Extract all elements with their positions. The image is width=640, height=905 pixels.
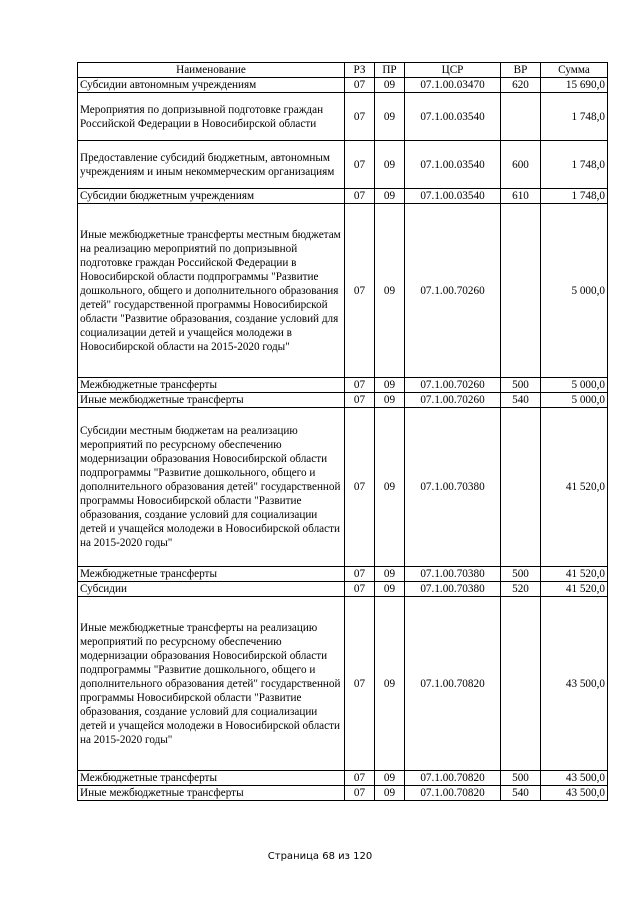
header-rz: РЗ: [345, 63, 375, 78]
cell-vr: [501, 93, 541, 141]
cell-csr: 07.1.00.70820: [405, 771, 501, 786]
cell-pr: 09: [375, 408, 405, 567]
cell-name: Субсидии местным бюджетам на реализацию мероприятий по ресурсному обеспечению модернизации образования Новосибирской области подпрограммы "Развитие дошкольного, общего и дополнительного образования детей" государственной программы Новосибирской области "Развитие образования, создание условий для социализации детей и учащейся молодежи в Новосибирской области на 2015-2020 годы": [78, 408, 345, 567]
table-row: [78, 378, 608, 393]
cell-csr: 07.1.00.70380: [405, 582, 501, 597]
cell-csr: 07.1.00.03540: [405, 189, 501, 204]
cell-csr: 07.1.00.70820: [405, 597, 501, 771]
budget-table: [77, 62, 608, 801]
header-csr: ЦСР: [405, 63, 501, 78]
cell-pr: 09: [375, 93, 405, 141]
cell-sum: 41 520,0: [541, 567, 608, 582]
cell-rz: 07: [345, 141, 375, 189]
cell-name: Предоставление субсидий бюджетным, автономным учреждениям и иным некоммерческим организациям: [78, 141, 345, 189]
header-pr: ПР: [375, 63, 405, 78]
cell-pr: 09: [375, 378, 405, 393]
table-row: [78, 189, 608, 204]
cell-csr: 07.1.00.03540: [405, 141, 501, 189]
cell-vr: 540: [501, 393, 541, 408]
header-sum: Сумма: [541, 63, 608, 78]
cell-pr: 09: [375, 786, 405, 801]
cell-csr: 07.1.00.70260: [405, 378, 501, 393]
cell-rz: 07: [345, 189, 375, 204]
cell-sum: 5 000,0: [541, 393, 608, 408]
cell-rz: 07: [345, 567, 375, 582]
table-row: [78, 204, 608, 378]
cell-rz: 07: [345, 597, 375, 771]
cell-csr: 07.1.00.03540: [405, 93, 501, 141]
cell-sum: 15 690,0: [541, 78, 608, 93]
cell-name: Субсидии автономным учреждениям: [78, 78, 345, 93]
table-row: [78, 597, 608, 771]
cell-rz: 07: [345, 93, 375, 141]
cell-vr: 610: [501, 189, 541, 204]
cell-csr: 07.1.00.70260: [405, 204, 501, 378]
cell-pr: 09: [375, 771, 405, 786]
cell-name: Иные межбюджетные трансферты на реализацию мероприятий по ресурсному обеспечению модернизации образования Новосибирской области подпрограммы "Развитие дошкольного, общего и дополнительного образования детей" государственной программы Новосибирской области "Развитие образования, создание условий для социализации детей и учащейся молодежи в Новосибирской области на 2015-2020 годы": [78, 597, 345, 771]
cell-name: Субсидии бюджетным учреждениям: [78, 189, 345, 204]
cell-vr: 500: [501, 378, 541, 393]
table-row: [78, 567, 608, 582]
cell-rz: 07: [345, 393, 375, 408]
cell-csr: 07.1.00.70380: [405, 567, 501, 582]
cell-name: Субсидии: [78, 582, 345, 597]
cell-sum: 1 748,0: [541, 93, 608, 141]
cell-vr: 540: [501, 786, 541, 801]
cell-rz: 07: [345, 771, 375, 786]
cell-name: Мероприятия по допризывной подготовке граждан Российской Федерации в Новосибирской области: [78, 93, 345, 141]
cell-csr: 07.1.00.70820: [405, 786, 501, 801]
cell-rz: 07: [345, 582, 375, 597]
table-row: [78, 582, 608, 597]
cell-sum: 1 748,0: [541, 141, 608, 189]
cell-csr: 07.1.00.70260: [405, 393, 501, 408]
cell-csr: 07.1.00.03470: [405, 78, 501, 93]
cell-sum: 5 000,0: [541, 378, 608, 393]
header-vr: ВР: [501, 63, 541, 78]
cell-sum: 41 520,0: [541, 408, 608, 567]
cell-csr: 07.1.00.70380: [405, 408, 501, 567]
cell-rz: 07: [345, 408, 375, 567]
table-row: [78, 393, 608, 408]
cell-vr: 500: [501, 567, 541, 582]
cell-pr: 09: [375, 393, 405, 408]
cell-vr: [501, 408, 541, 567]
cell-pr: 09: [375, 141, 405, 189]
table-row: [78, 93, 608, 141]
table-header-row: [78, 63, 608, 78]
cell-sum: 43 500,0: [541, 786, 608, 801]
table-row: [78, 786, 608, 801]
cell-pr: 09: [375, 597, 405, 771]
cell-sum: 1 748,0: [541, 189, 608, 204]
cell-rz: 07: [345, 786, 375, 801]
cell-name: Межбюджетные трансферты: [78, 567, 345, 582]
cell-name: Иные межбюджетные трансферты местным бюджетам на реализацию мероприятий по допризывной подготовке граждан Российской Федерации в Новосибирской области подпрограммы "Развитие дошкольного, общего и дополнительного образования детей" государственной программы Новосибирской области "Развитие образования, создание условий для социализации детей и учащейся молодежи в Новосибирской области на 2015-2020 годы": [78, 204, 345, 378]
table-row: [78, 771, 608, 786]
cell-vr: [501, 597, 541, 771]
cell-vr: 620: [501, 78, 541, 93]
cell-vr: 520: [501, 582, 541, 597]
cell-vr: 500: [501, 771, 541, 786]
cell-pr: 09: [375, 582, 405, 597]
page-number-footer: Страница 68 из 120: [267, 851, 373, 862]
cell-sum: 43 500,0: [541, 771, 608, 786]
cell-sum: 43 500,0: [541, 597, 608, 771]
header-name: Наименование: [78, 63, 345, 78]
cell-name: Иные межбюджетные трансферты: [78, 393, 345, 408]
cell-rz: 07: [345, 204, 375, 378]
cell-name: Межбюджетные трансферты: [78, 378, 345, 393]
table-row: [78, 408, 608, 567]
cell-rz: 07: [345, 378, 375, 393]
cell-sum: 41 520,0: [541, 582, 608, 597]
cell-sum: 5 000,0: [541, 204, 608, 378]
table-row: [78, 78, 608, 93]
cell-rz: 07: [345, 78, 375, 93]
cell-vr: 600: [501, 141, 541, 189]
cell-pr: 09: [375, 204, 405, 378]
cell-vr: [501, 204, 541, 378]
cell-pr: 09: [375, 78, 405, 93]
cell-pr: 09: [375, 567, 405, 582]
table-row: [78, 141, 608, 189]
cell-name: Межбюджетные трансферты: [78, 771, 345, 786]
cell-name: Иные межбюджетные трансферты: [78, 786, 345, 801]
cell-pr: 09: [375, 189, 405, 204]
